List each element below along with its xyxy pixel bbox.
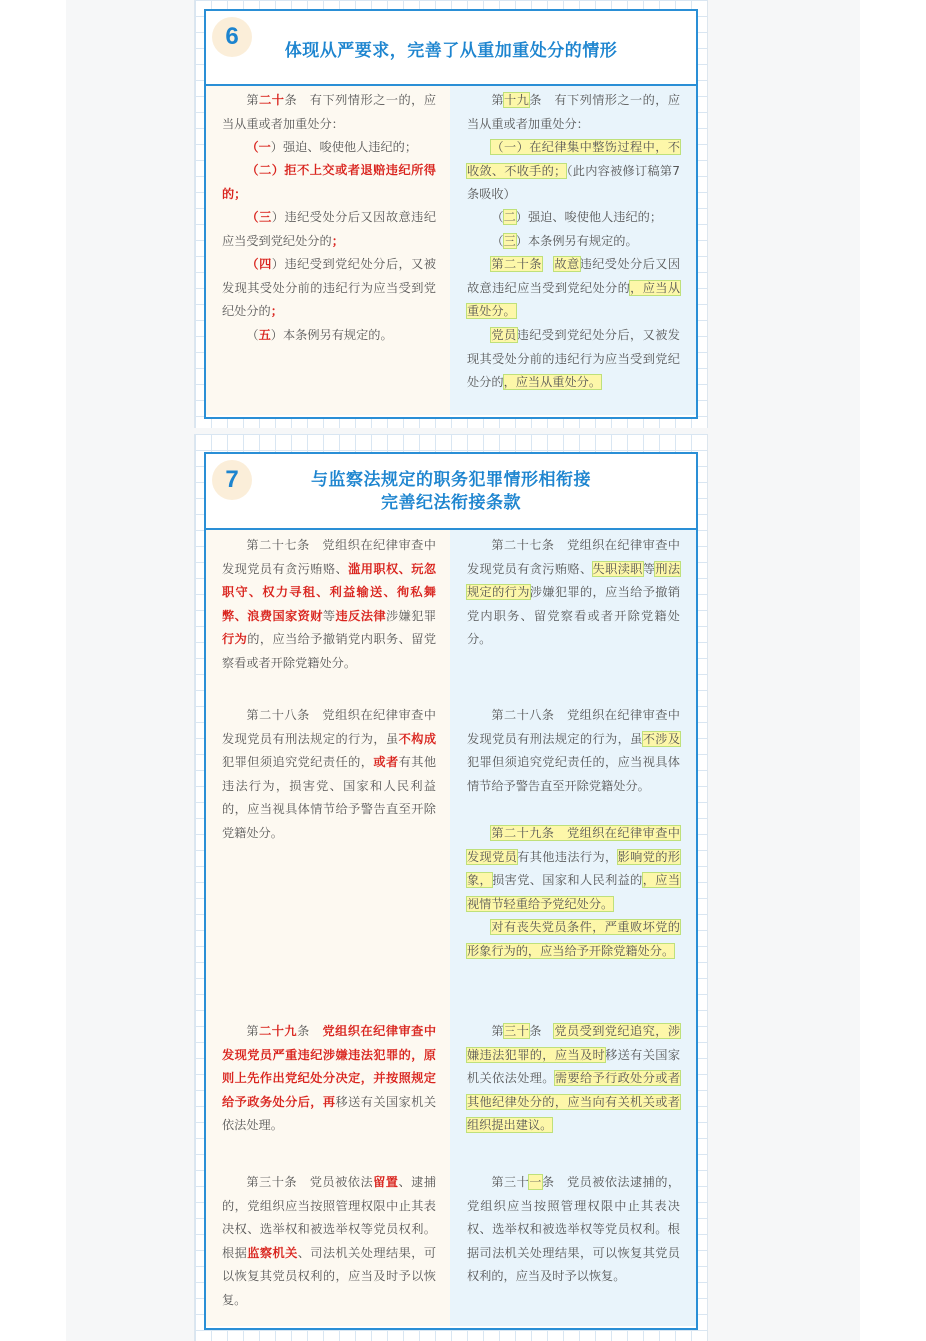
section-title (206, 454, 696, 515)
section-6-header (206, 11, 696, 86)
item-1-new: （一）在纪律集中整饬过程中，不收敛、不收手的；（此内容被修订稿第7条吸收） (467, 140, 681, 201)
article-31-new: 第三十一条 党员被依法逮捕的，党组织应当按照管理权限中止其表决权、选举权和被选举权等党员权利。根据司法机关处理结果，可以恢复其党员权利的，应当及时予以恢复。 (467, 1175, 681, 1283)
article-20-paragraph-2: 党员违纪受到党纪处分后，又被发现其受处分前的违纪行为应当受到党纪处分的，应当从重处分。 (467, 328, 680, 389)
section-7-header (206, 454, 696, 530)
comparison-columns (206, 86, 696, 415)
section-number-badge: 6 (212, 17, 252, 57)
article-30-new: 第三十条 党员受到党纪追究，涉嫌违法犯罪的，应当及时移送有关国家机关依法处理。需要给予行政处分或者其他纪律处分的，应当向有关机关或者组织提出建议。 (467, 1024, 681, 1132)
item-3-new: （三）本条例另有规定的。 (491, 234, 638, 248)
comparison-columns (206, 530, 696, 1326)
item-4: （四）违纪受到党纪处分后，又被发现其受处分前的违纪行为应当受到党纪处分的； (222, 257, 437, 318)
left-column (206, 86, 450, 415)
section-7 (204, 452, 698, 1330)
right-column (450, 530, 696, 1326)
article-29-paragraph-2: 对有丧失党员条件，严重败坏党的形象行为的，应当给予开除党籍处分。 (467, 920, 680, 958)
article-27-new: 第二十七条 党组织在纪律审查中发现党员有贪污贿赂、失职渎职等刑法规定的行为涉嫌犯罪的，应当给予撤销党内职务、留党察看或者开除党籍处分。 (467, 538, 681, 646)
item-3: （三）违纪受处分后又因故意违纪应当受到党纪处分的； (222, 210, 437, 248)
article-29-old: 第二十九条 党组织在纪律审查中发现党员严重违纪涉嫌违法犯罪的，原则上先作出党纪处分决定，并按照规定给予政务处分后，再移送有关国家机关依法处理。 (222, 1024, 437, 1132)
article-30-old: 第三十条 党员被依法留置、逮捕的，党组织应当按照管理权限中止其表决权、选举权和被选举权等党员权利。根据监察机关、司法机关处理结果，可以恢复其党员权利的，应当及时予以恢复。 (222, 1175, 437, 1307)
article-28-new: 第二十八条 党组织在纪律审查中发现党员有刑法规定的行为，虽不涉及犯罪但须追究党纪责任的，应当视具体情节给予警告直至开除党籍处分。 (467, 708, 681, 793)
item-2: （二）拒不上交或者退赔违纪所得的； (222, 163, 436, 201)
section-title-line-1: 与监察法规定的职务犯罪情形相衔接 (311, 470, 591, 490)
article-29-new: 第二十九条 党组织在纪律审查中发现党员有其他违法行为，影响党的形象，损害党、国家和人民利益的，应当视情节轻重给予党纪处分。 (467, 826, 681, 911)
article-19-new: 第十九条 有下列情形之一的，应当从重或者加重处分： (467, 93, 681, 131)
item-2-new: （二）强迫、唆使他人违纪的； (491, 210, 663, 224)
article-28-old: 第二十八条 党组织在纪律审查中发现党员有刑法规定的行为，虽不构成犯罪但须追究党纪责任的，或者有其他违法行为，损害党、国家和人民利益的，应当视具体情节给予警告直至开除党籍处分。 (222, 708, 437, 840)
item-1: （一）强迫、唆使他人违纪的； (246, 140, 418, 154)
section-6 (204, 9, 698, 419)
section-title-line-2: 完善纪法衔接条款 (381, 493, 521, 513)
right-column (450, 86, 696, 415)
left-column (206, 530, 450, 1326)
section-title: 体现从严要求，完善了从重加重处分的情形 (284, 41, 618, 61)
article-20-old: 第二十条 有下列情形之一的，应当从重或者加重处分： (222, 93, 437, 131)
article-20-new: 第二十条 故意违纪受处分后又因故意违纪应当受到党纪处分的，应当从重处分。 (467, 257, 681, 318)
item-5: （五）本条例另有规定的。 (246, 328, 393, 342)
section-number-badge: 7 (212, 460, 252, 500)
article-27-old: 第二十七条 党组织在纪律审查中发现党员有贪污贿赂、滥用职权、玩忽职守、权力寻租、利益输送、徇私舞弊、浪费国家资财等违反法律涉嫌犯罪行为的，应当给予撤销党内职务、留党察看或者开除党籍处分。 (222, 538, 437, 670)
